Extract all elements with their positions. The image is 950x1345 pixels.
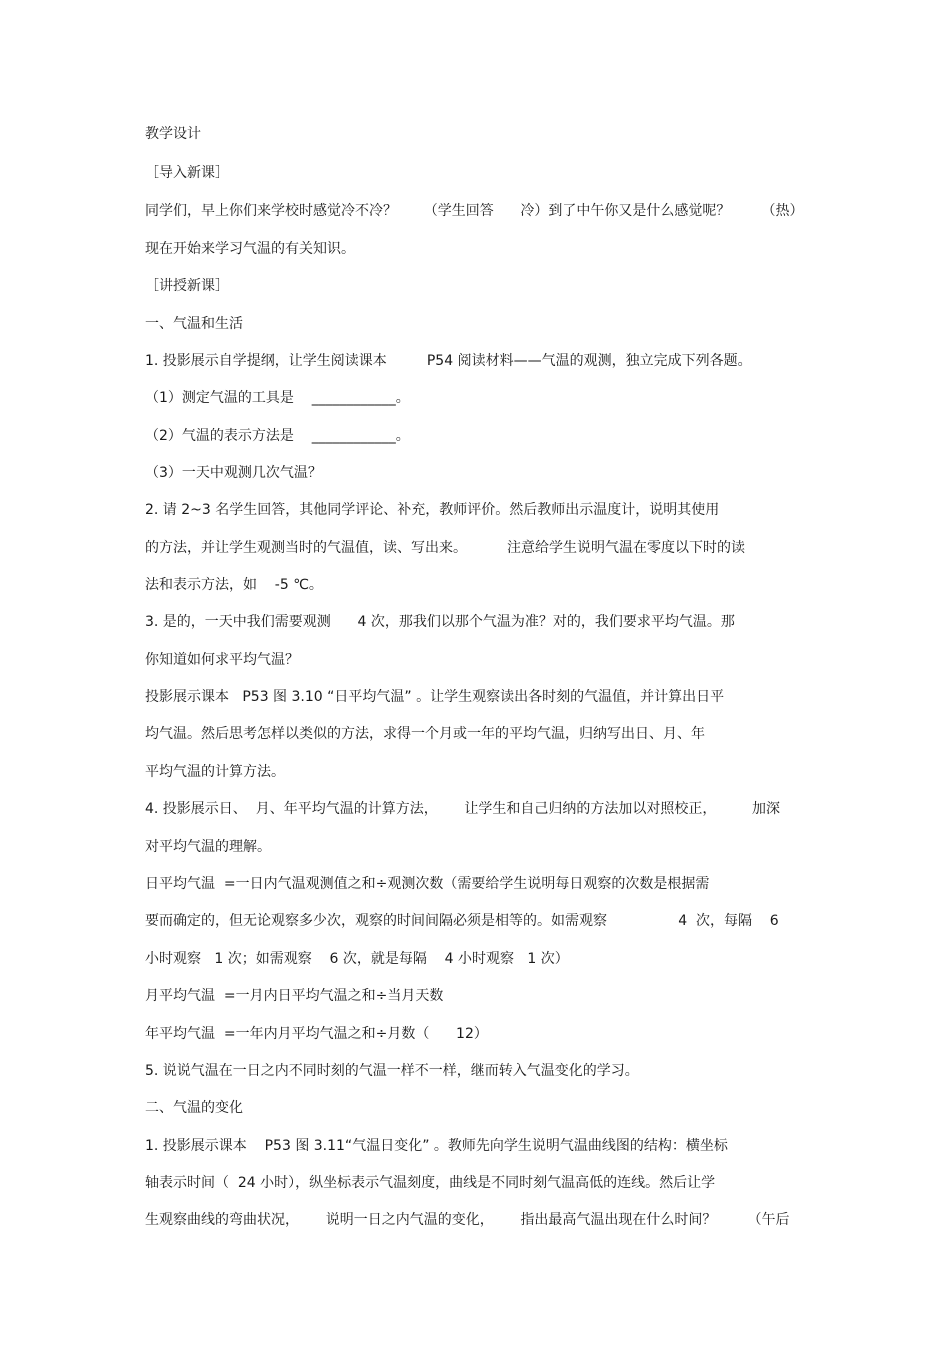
paragraph-line: 3. 是的，一天中我们需要观测 4 次，那我们以那个气温为准？对的，我们要求平均气温。那 [145, 614, 735, 630]
paragraph-line: 对平均气温的理解。 [145, 839, 271, 855]
paragraph-line: 现在开始来学习气温的有关知识。 [145, 241, 355, 257]
paragraph-line: 2. 请 2~3 名学生回答，其他同学评论、补充，教师评价。然后教师出示温度计，说明其使用 [145, 502, 720, 518]
paragraph-line: 要而确定的，但无论观察多少次，观察的时间间隔必须是相等的。如需观察 4 次，每隔 6 [145, 913, 779, 929]
paragraph-line: 生观察曲线的弯曲状况， 说明一日之内气温的变化， 指出最高气温出现在什么时间？ （午后 [145, 1212, 790, 1228]
subheading-temperature-life: 一、气温和生活 [145, 316, 243, 332]
section-heading-intro: ［导入新课］ [145, 165, 229, 181]
paragraph-line: 1. 投影展示自学提纲，让学生阅读课本 P54 阅读材料——气温的观测，独立完成下列各题。 [145, 353, 752, 369]
paragraph-line: 均气温。然后思考怎样以类似的方法，求得一个月或一年的平均气温，归纳写出日、月、年 [145, 726, 705, 742]
question-line: （2）气温的表示方法是 ____________。 [145, 428, 410, 444]
formula-line: 日平均气温 =一日内气温观测值之和÷观测次数（需要给学生说明每日观察的次数是根据需 [145, 876, 710, 892]
paragraph-line: 小时观察 1 次；如需观察 6 次，就是每隔 4 小时观察 1 次） [145, 951, 569, 967]
paragraph-line: 轴表示时间（ 24 小时），纵坐标表示气温刻度，曲线是不同时刻气温高低的连线。然后让学 [145, 1175, 716, 1191]
formula-line: 年平均气温 =一年内月平均气温之和÷月数（ 12） [145, 1026, 488, 1042]
paragraph-line: 的方法，并让学生观测当时的气温值，读、写出来。 注意给学生说明气温在零度以下时的读 [145, 540, 746, 556]
doc-title: 教学设计 [145, 126, 201, 142]
formula-line: 月平均气温 =一月内日平均气温之和÷当月天数 [145, 988, 444, 1004]
section-heading-lecture: ［讲授新课］ [145, 278, 229, 294]
paragraph-line: 平均气温的计算方法。 [145, 764, 285, 780]
paragraph-line: 投影展示课本 P53 图 3.10 “日平均气温” 。让学生观察读出各时刻的气温值，并计算出日平 [145, 689, 725, 705]
question-line: （1）测定气温的工具是 ____________。 [145, 390, 410, 406]
paragraph-line: 同学们，早上你们来学校时感觉冷不冷？ （学生回答 冷）到了中午你又是什么感觉呢？ （热） [145, 203, 804, 219]
subheading-temperature-change: 二、气温的变化 [145, 1100, 243, 1116]
paragraph-line: 5. 说说气温在一日之内不同时刻的气温一样不一样，继而转入气温变化的学习。 [145, 1063, 639, 1079]
paragraph-line: 4. 投影展示日、 月、年平均气温的计算方法， 让学生和自己归纳的方法加以对照校正， 加深 [145, 801, 781, 817]
paragraph-line: 你知道如何求平均气温？ [145, 652, 299, 668]
question-line: （3）一天中观测几次气温？ [145, 465, 322, 481]
paragraph-line: 1. 投影展示课本 P53 图 3.11“气温日变化” 。教师先向学生说明气温曲线图的结构：横坐标 [145, 1138, 728, 1154]
paragraph-line: 法和表示方法，如 -5 ℃。 [145, 577, 323, 593]
